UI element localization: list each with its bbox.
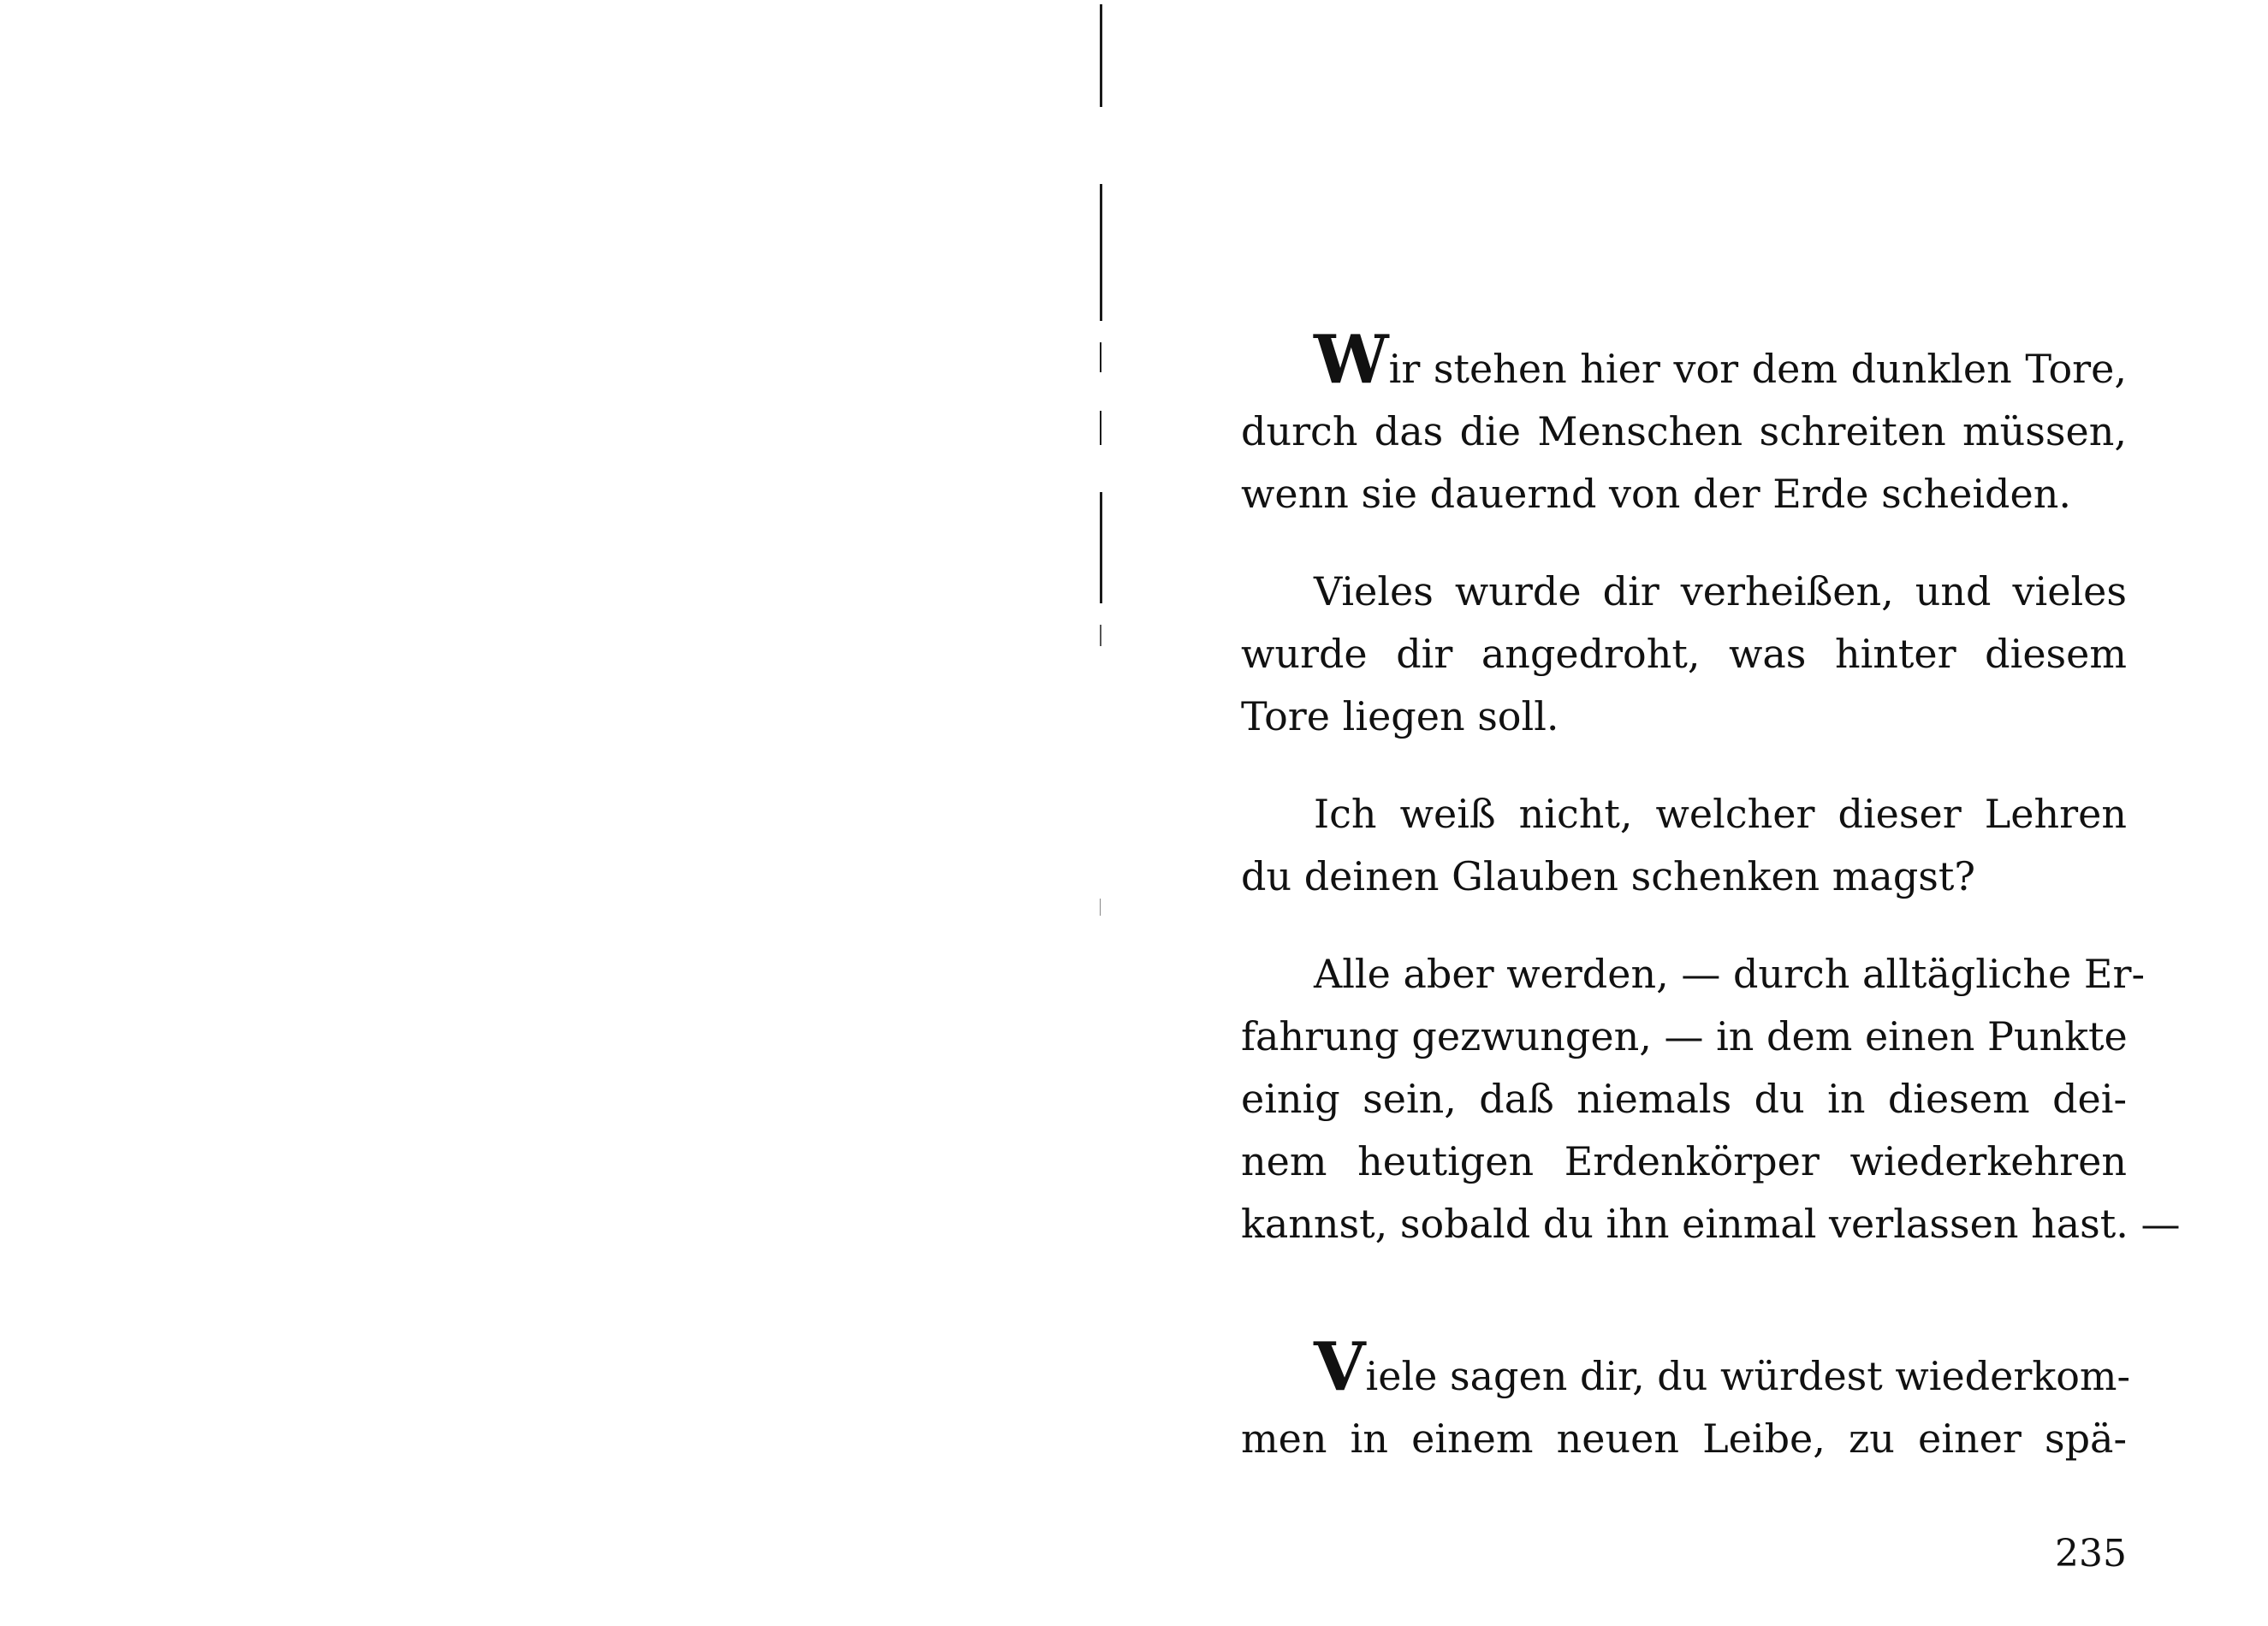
text-line: einig sein, daß niemals du in diesem dei- xyxy=(1241,1076,2127,1122)
text-line: Tore liegen soll. xyxy=(1241,693,1559,739)
gutter-line xyxy=(1100,625,1101,646)
gutter-line xyxy=(1100,492,1102,603)
paragraph-3 xyxy=(1241,783,2127,908)
gutter-line xyxy=(1100,342,1101,372)
initial-letter: V xyxy=(1314,1328,1366,1406)
text-line: Wir stehen hier vor dem dunklen Tore, xyxy=(1314,321,2127,399)
gutter-line xyxy=(1100,899,1101,916)
paragraph-2 xyxy=(1241,561,2127,748)
initial-letter: W xyxy=(1314,321,1389,399)
text-line: wurde dir angedroht, was hinter diesem xyxy=(1241,631,2127,677)
text-line: men in einem neuen Leibe, zu einer spä- xyxy=(1241,1415,2127,1462)
paragraph-1 xyxy=(1241,321,2127,525)
text-line: wenn sie dauernd von der Erde scheiden. xyxy=(1241,471,2071,517)
text-line: Alle aber werden, — durch alltägliche Er- xyxy=(1314,951,2145,997)
text-line: fahrung gezwungen, — in dem einen Punkte xyxy=(1241,1013,2128,1059)
gutter-line xyxy=(1100,411,1101,445)
body-text xyxy=(1241,321,2181,1470)
paragraph-5 xyxy=(1241,1328,2131,1470)
text-line: du deinen Glauben schenken magst? xyxy=(1241,853,1976,899)
page-number: 235 xyxy=(2055,1532,2127,1576)
gutter-line xyxy=(1100,184,1102,321)
text-line: nem heutigen Erdenkörper wiederkehren xyxy=(1241,1138,2127,1184)
gutter-line xyxy=(1100,4,1102,107)
text-line: kannst, sobald du ihn einmal verlassen hast. — xyxy=(1241,1201,2181,1247)
text-line: durch das die Menschen schreiten müssen, xyxy=(1241,408,2127,454)
text-line: Vieles wurde dir verheißen, und vieles xyxy=(1314,568,2127,614)
text-line: Viele sagen dir, du würdest wiederkom- xyxy=(1314,1328,2131,1406)
paragraph-4 xyxy=(1241,943,2181,1255)
text-line: Ich weiß nicht, welcher dieser Lehren xyxy=(1314,791,2127,837)
